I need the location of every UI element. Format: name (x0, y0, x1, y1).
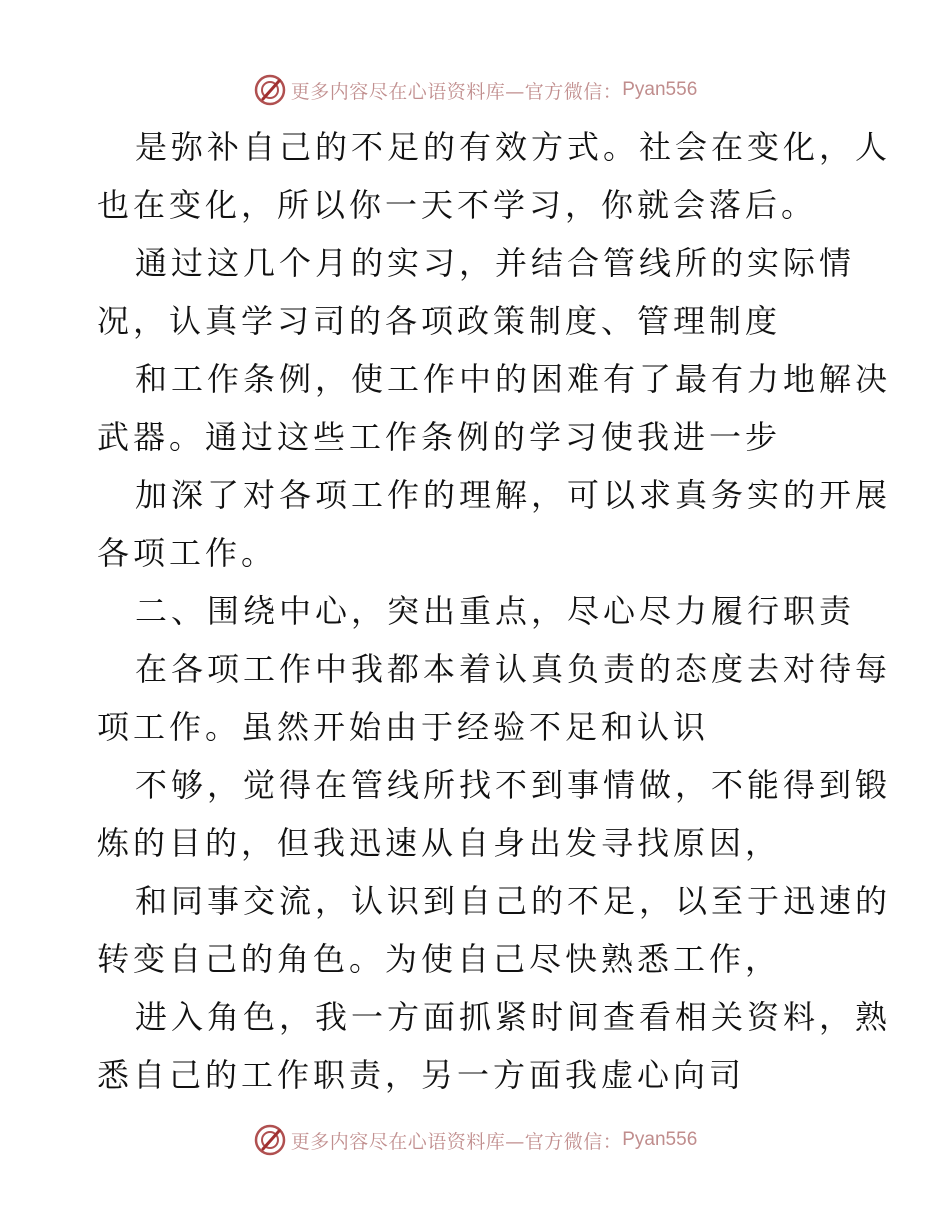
text-line: 和工作条例，使工作中的困难有了最有力地解决 (135, 360, 892, 398)
text-line: 也在变化，所以你一天不学习，你就会落后。 (97, 186, 818, 224)
text-line: 各项工作。 (97, 534, 278, 572)
header-watermark (0, 70, 950, 110)
text-line: 炼的目的，但我迅速从自身出发寻找原因， (97, 824, 782, 862)
text-line: 是弥补自己的不足的有效方式。社会在变化，人 (135, 128, 892, 166)
text-line: 况，认真学习司的各项政策制度、管理制度 (97, 302, 782, 340)
text-line: 通过这几个月的实习，并结合管线所的实际情 (135, 244, 856, 282)
text-line: 不够，觉得在管线所找不到事情做，不能得到锻 (135, 766, 892, 804)
logo-icon (253, 73, 287, 107)
section-heading: 二、围绕中心，突出重点，尽心尽力履行职责 (135, 592, 856, 630)
watermark-wechat-id: Pyan556 (622, 1129, 698, 1150)
document-body (97, 118, 892, 1104)
text-line: 和同事交流，认识到自己的不足，以至于迅速的 (135, 882, 892, 920)
footer-watermark (0, 1120, 950, 1160)
watermark-text: 更多内容尽在心语资料库—官方微信： (290, 80, 623, 103)
watermark-wechat-id: Pyan556 (622, 79, 698, 100)
logo-icon (253, 1123, 287, 1157)
text-line: 加深了对各项工作的理解，可以求真务实的开展 (135, 476, 892, 514)
text-line: 项工作。虽然开始由于经验不足和认识 (97, 708, 710, 746)
text-line: 在各项工作中我都本着认真负责的态度去对待每 (135, 650, 892, 688)
watermark-text: 更多内容尽在心语资料库—官方微信： (290, 1130, 623, 1153)
text-line: 悉自己的工作职责，另一方面我虚心向司 (97, 1056, 746, 1094)
text-line: 转变自己的角色。为使自己尽快熟悉工作， (97, 940, 782, 978)
text-line: 进入角色，我一方面抓紧时间查看相关资料，熟 (135, 998, 892, 1036)
text-line: 武器。通过这些工作条例的学习使我进一步 (97, 418, 782, 456)
